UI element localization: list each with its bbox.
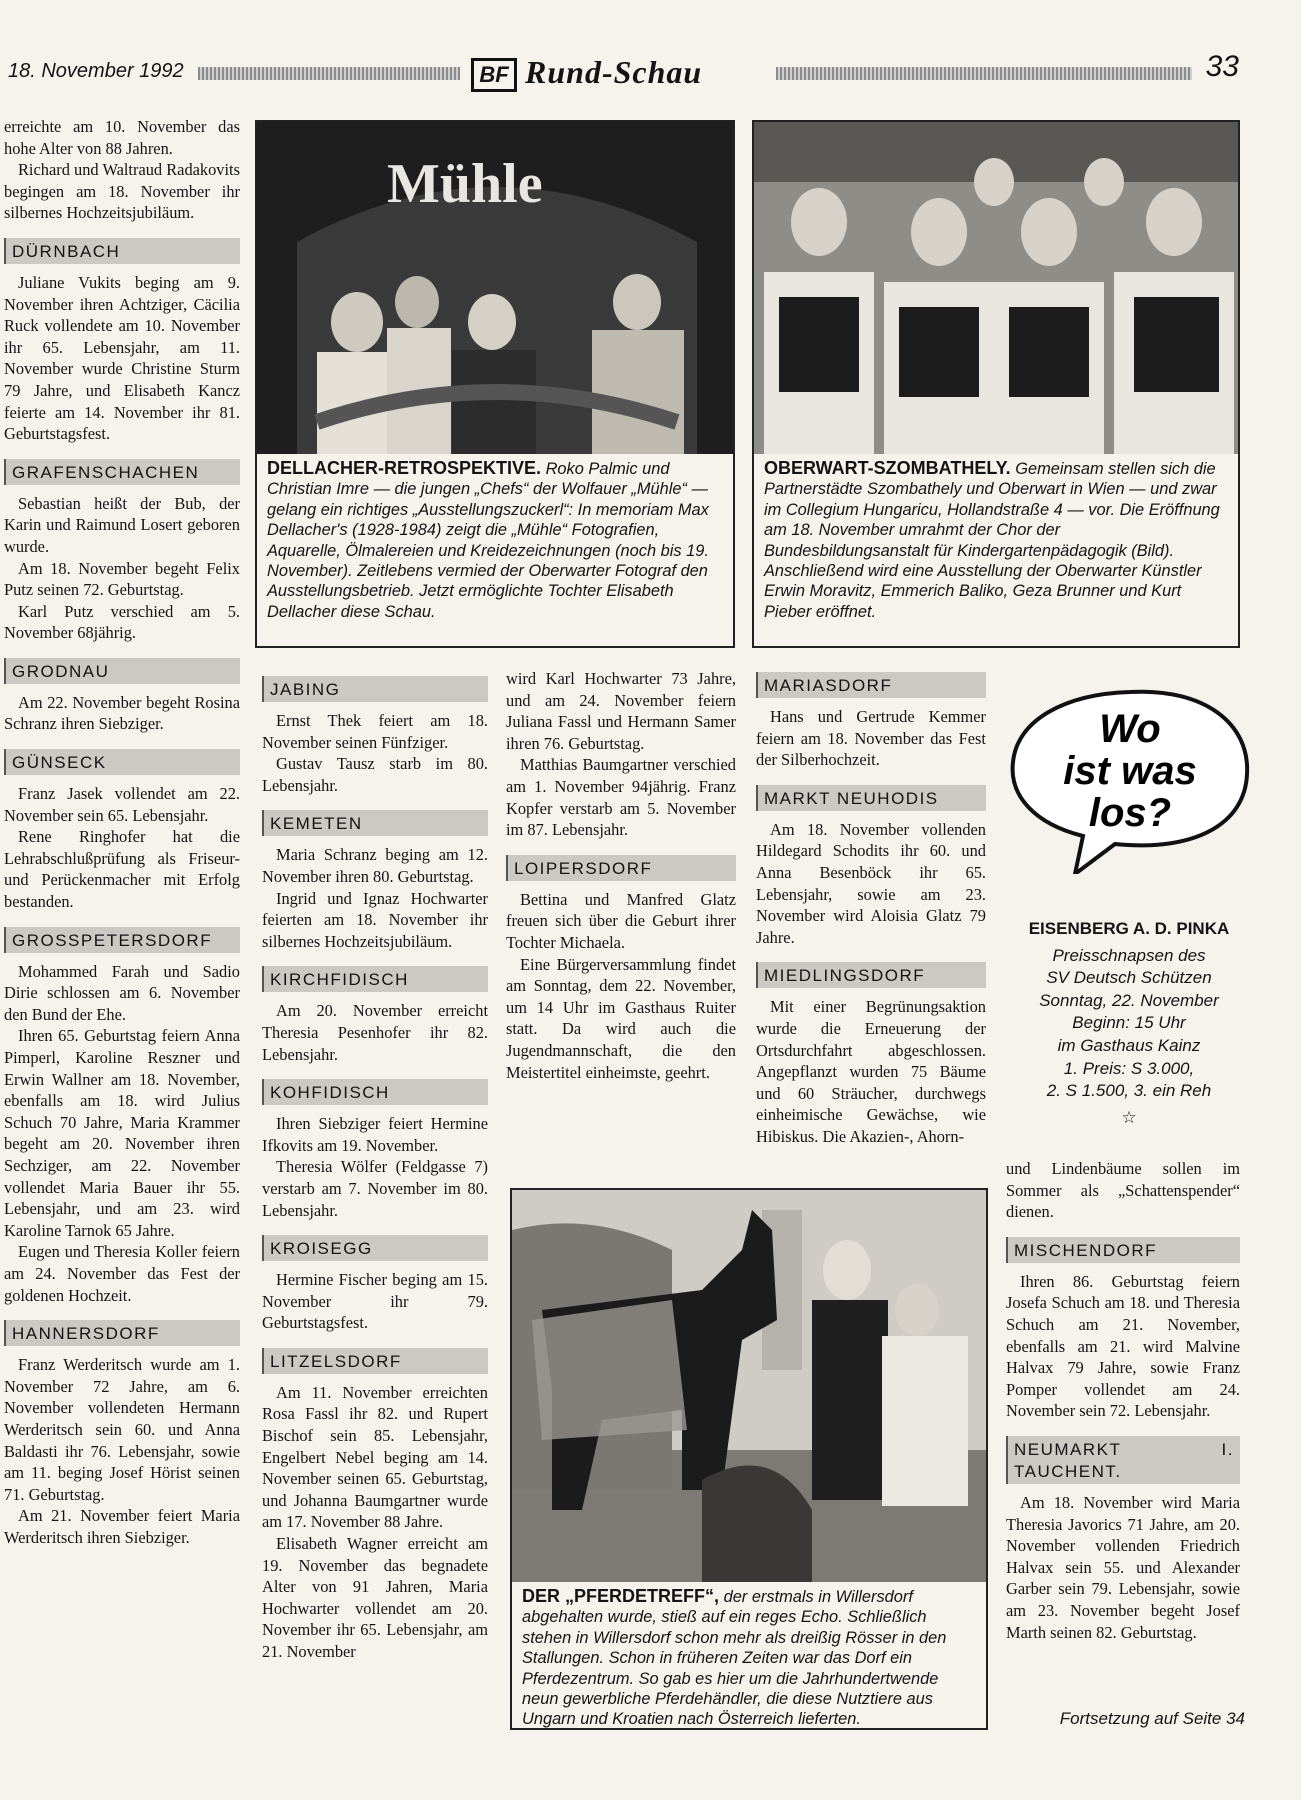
article-paragraph: wird Karl Hochwarter 73 Jahre, und am 24. November feiern Juliana Fassl und Hermann Samer ihren 76. Geburtstag. <box>506 669 736 753</box>
article-paragraph: Rene Ringhofer hat die Lehrabschlußprüfung als Friseur- und Perückenmacher mit Erfolg bestanden. <box>4 827 240 912</box>
photo-choir-art <box>754 122 1238 456</box>
section-heading: KROISEGG <box>262 1235 488 1261</box>
caption-dellacher <box>255 454 735 648</box>
caption-oberwart-text: Gemeinsam stellen sich die Partnerstädte Szombathely und Oberwart in Wien — und zwar im Collegium Hungaricu, Hollandstraße 4 — vor. Die Eröffnung am 18. November umrahmt der Chor der Bundesbildungsanstalt für Kindergartenpädagogik (Bild). Anschließend wird eine Ausstellung der Oberwarter Künstler Erwin Moravitz, Emmerich Baliko, Geza Brunner und Kurt Pieber eröffnet. <box>764 460 1220 621</box>
event-title: EISENBERG A. D. PINKA <box>1028 919 1230 938</box>
article-paragraph: Am 18. November wird Maria Theresia Javorics 71 Jahre, am 20. November vollenden Friedrich Halvax sein 55. und Alexander Garber sein 79. Lebensjahr, sowie am 23. November begeht Josef Marth seinen 82. Geburtstag. <box>1006 1492 1240 1642</box>
article-paragraph: Am 18. November begeht Felix Putz seinen 72. Geburtstag. <box>4 558 240 600</box>
column-1 <box>4 116 240 1548</box>
article-paragraph: Hans und Gertrude Kemmer feiern am 18. November das Fest der Silberhochzeit. <box>756 707 986 770</box>
section-heading: GRAFENSCHACHEN <box>4 459 240 485</box>
event-line: Preisschnapsen des <box>1052 945 1206 965</box>
section-heading: DÜRNBACH <box>4 238 240 264</box>
page-number: 33 <box>1205 50 1239 83</box>
article-paragraph: Matthias Baumgartner verschied am 1. November 94jährig. Franz Kopfer verstarb am 5. November im 87. Lebensjahr. <box>506 755 736 840</box>
header-rule-right <box>776 67 1192 80</box>
caption-oberwart <box>752 454 1240 648</box>
bubble-line-2: ist was <box>1063 749 1197 793</box>
article-paragraph: Mit einer Begrünungsaktion wurde die Erneuerung der Ortsdurchfahrt abgeschlossen. Angepflanzt wurden 75 Bäume und 60 Sträucher, durchwegs einheimische Gewächse, wie Hibiskus. Die Akazien-, Ahorn- <box>756 997 986 1146</box>
caption-pferdetreff <box>510 1582 988 1730</box>
article-paragraph: Ingrid und Ignaz Hochwarter feierten am 18. November ihr silbernes Hochzeitsjubiläum. <box>262 888 488 951</box>
article-paragraph: Sebastian heißt der Bub, der Karin und Raimund Losert geboren wurde. <box>4 493 240 556</box>
speech-bubble <box>1005 684 1255 874</box>
article-paragraph: Am 18. November vollenden Hildegard Schodits ihr 60. und Anna Besenböck ihr 65. Lebensjahr, sowie am 23. November wird Aloisia Glatz 79 Jahre. <box>756 819 986 947</box>
logo-name: Rund-Schau <box>525 54 703 90</box>
logo-short: BF <box>471 58 517 92</box>
article-paragraph: Ihren 86. Geburtstag feiern Josefa Schuch am 18. und Theresia Schuch am 21. November, ebenfalls am 21. wird Malvine Halvax 79 Jahre, sowie Franz Pomper vollendet am 24. November sein 72. Lebensjahr. <box>1006 1271 1240 1421</box>
caption-dellacher-text: Roko Palmic und Christian Imre — die jungen „Chefs“ der Wolfauer „Mühle“ — gelang ein richtiges „Ausstellungszuckerl“: In memoriam Max Dellacher's (1928-1984) zeigt die „Mühle“ Fotografien, Aquarelle, Ölmalereien und Kreidezeichnungen (noch bis 19. November). Zeitlebens vermied der Oberwarter Fotograf den Ausstellungsbetrieb. Jetzt ermöglichte Tochter Elisabeth Dellacher diese Schau. <box>267 460 709 621</box>
photo-muehle <box>255 120 735 458</box>
article-paragraph: Franz Werderitsch wurde am 1. November 72 Jahre, am 6. November vollendeten Hermann Werderitsch sein 60. und Anna Baldasti ihr 76. Lebensjahr, sowie am 11. beging Josef Hörist seinen 71. Geburtstag. <box>4 1355 240 1504</box>
section-heading: MISCHENDORF <box>1006 1237 1240 1263</box>
photo-horse-art <box>512 1190 986 1584</box>
article-paragraph: Franz Jasek vollendet am 22. November sein 65. Lebensjahr. <box>4 784 240 825</box>
section-heading: GRODNAU <box>4 658 240 684</box>
caption-pferdetreff-title: DER „PFERDETREFF“, <box>522 1586 720 1606</box>
article-paragraph: Am 20. November erreicht Theresia Pesenhofer ihr 82. Lebensjahr. <box>262 1001 488 1064</box>
article-paragraph: und Lindenbäume sollen im Sommer als „Schattenspender“ dienen. <box>1006 1159 1240 1222</box>
article-paragraph: Am 22. November begeht Rosina Schranz ihren Siebziger. <box>4 692 240 734</box>
continued-note: Fortsetzung auf Seite 34 <box>1059 1709 1245 1728</box>
article-paragraph: Hermine Fischer beging am 15. November ihr 79. Geburtstagsfest. <box>262 1270 488 1333</box>
section-heading: LITZELSDORF <box>262 1348 488 1374</box>
event-line: 1. Preis: S 3.000, <box>1063 1058 1195 1078</box>
photo-muehle-art <box>257 122 733 456</box>
article-paragraph: Ihren 65. Geburtstag feiern Anna Pimperl, Karoline Reszner und Erwin Wallner am 18. November, ebenfalls am 18. wird Julius Schuch 70 Jahre, Maria Krammer begeht am 20. November ihren Sechziger, am 22. November vollendet Maria Bauer ihr 55. Lebensjahr, und am 23. wird Karoline Tarnok 65 Jahre. <box>4 1026 240 1240</box>
photo-choir <box>752 120 1240 458</box>
photo-sign-text: Mühle <box>387 153 543 215</box>
article-paragraph: erreichte am 10. November das hohe Alter von 88 Jahren. <box>4 117 240 158</box>
event-line: SV Deutsch Schützen <box>1046 968 1212 988</box>
section-heading: JABING <box>262 676 488 702</box>
article-paragraph: Karl Putz verschied am 5. November 68jährig. <box>4 601 240 643</box>
section-heading: MARIASDORF <box>756 672 986 698</box>
section-heading: MIEDLINGSDORF <box>756 962 986 988</box>
section-heading: NEUMARKT I. TAUCHENT. <box>1006 1436 1240 1484</box>
masthead-logo <box>471 56 796 96</box>
bubble-line-1: Wo <box>1099 707 1161 751</box>
article-paragraph: Mohammed Farah und Sadio Dirie schlossen am 6. November den Bund der Ehe. <box>4 961 240 1024</box>
event-line: 2. S 1.500, 3. ein Reh <box>1046 1081 1212 1101</box>
article-paragraph: Bettina und Manfred Glatz freuen sich über die Geburt ihrer Tochter Michaela. <box>506 889 736 952</box>
caption-dellacher-title: DELLACHER-RETROSPEKTIVE. <box>267 458 542 478</box>
event-line: Beginn: 15 Uhr <box>1072 1013 1186 1033</box>
section-heading: KOHFIDISCH <box>262 1079 488 1105</box>
event-lines <box>1004 945 1254 1103</box>
column-2 <box>262 672 488 1663</box>
article-paragraph: Ernst Thek feiert am 18. November seinen Fünfziger. <box>262 711 488 752</box>
article-paragraph: Am 11. November erreichten Rosa Fassl ihr 82. und Rupert Bischof sein 85. Lebensjahr, Engelbert Nebel beging am 14. November seinen 65. Geburtstag, und Johanna Baumgartner wurde am 17. November 88 Jahre. <box>262 1382 488 1532</box>
section-heading: KIRCHFIDISCH <box>262 966 488 992</box>
section-heading: GROSSPETERSDORF <box>4 927 240 953</box>
article-paragraph: Maria Schranz beging am 12. November ihren 80. Geburtstag. <box>262 845 488 886</box>
event-line: Sonntag, 22. November <box>1039 990 1219 1010</box>
event-box <box>1004 918 1254 1129</box>
section-heading: MARKT NEUHODIS <box>756 785 986 811</box>
photo-horse <box>510 1188 988 1586</box>
article-paragraph: Am 21. November feiert Maria Werderitsch ihren Siebziger. <box>4 1506 240 1547</box>
section-heading: KEMETEN <box>262 810 488 836</box>
column-3 <box>506 668 736 1083</box>
caption-oberwart-title: OBERWART-SZOMBATHELY. <box>764 458 1011 478</box>
header-rule-left <box>198 67 460 80</box>
column-5 <box>1006 1158 1240 1643</box>
article-paragraph: Elisabeth Wagner erreicht am 19. November das begnadete Alter von 91 Jahren, Maria Hochwarter vollendet am 20. November ihr 65. Lebensjahr, am 21. November <box>262 1534 488 1661</box>
article-paragraph: Gustav Tausz starb im 80. Lebensjahr. <box>262 754 488 795</box>
article-paragraph: Richard und Waltraud Radakovits begingen am 18. November ihr silbernes Hochzeitsjubiläum. <box>4 160 240 223</box>
caption-pferdetreff-text: der erstmals in Willersdorf abgehalten wurde, stieß auf ein reges Echo. Schließlich stehen in Willersdorf schon mehr als dreißig Rösser in den Stallungen. Schon in früheren Zeiten war das Dorf ein Pferdezentrum. So gab es hier um die Jahrhundertwende neun gewerbliche Pferdehändler, die diese Nutztiere aus Ungarn und Kroatien nach Österreich lieferten. <box>522 1588 947 1729</box>
bubble-line-3: los? <box>1088 791 1172 835</box>
article-paragraph: Eine Bürgerversammlung findet am Sonntag, dem 22. November, um 14 Uhr im Gasthaus Ruiter statt. Da wird auch die Jugendmannschaft, die den Meistertitel einheimste, geehrt. <box>506 954 736 1082</box>
column-4 <box>756 668 986 1148</box>
event-line: im Gasthaus Kainz <box>1057 1035 1201 1055</box>
section-heading: LOIPERSDORF <box>506 855 736 881</box>
event-star: ☆ <box>1121 1107 1137 1127</box>
article-paragraph: Ihren Siebziger feiert Hermine Ifkovits am 19. November. <box>262 1114 488 1155</box>
article-paragraph: Eugen und Theresia Koller feiern am 24. November das Fest der goldenen Hochzeit. <box>4 1242 240 1305</box>
article-paragraph: Theresia Wölfer (Feldgasse 7) verstarb am 7. November im 80. Lebensjahr. <box>262 1157 488 1220</box>
article-paragraph: Juliane Vukits beging am 9. November ihren Achtziger, Cäcilia Ruck vollendete am 10. November ihr 65. Lebensjahr, am 11. November wurde Christine Sturm 79 Jahre, und Elisabeth Kancz feierte am 14. November ihr 81. Geburtstagsfest. <box>4 272 240 444</box>
issue-date: 18. November 1992 <box>8 60 184 82</box>
section-heading: GÜNSECK <box>4 749 240 775</box>
section-heading: HANNERSDORF <box>4 1320 240 1346</box>
